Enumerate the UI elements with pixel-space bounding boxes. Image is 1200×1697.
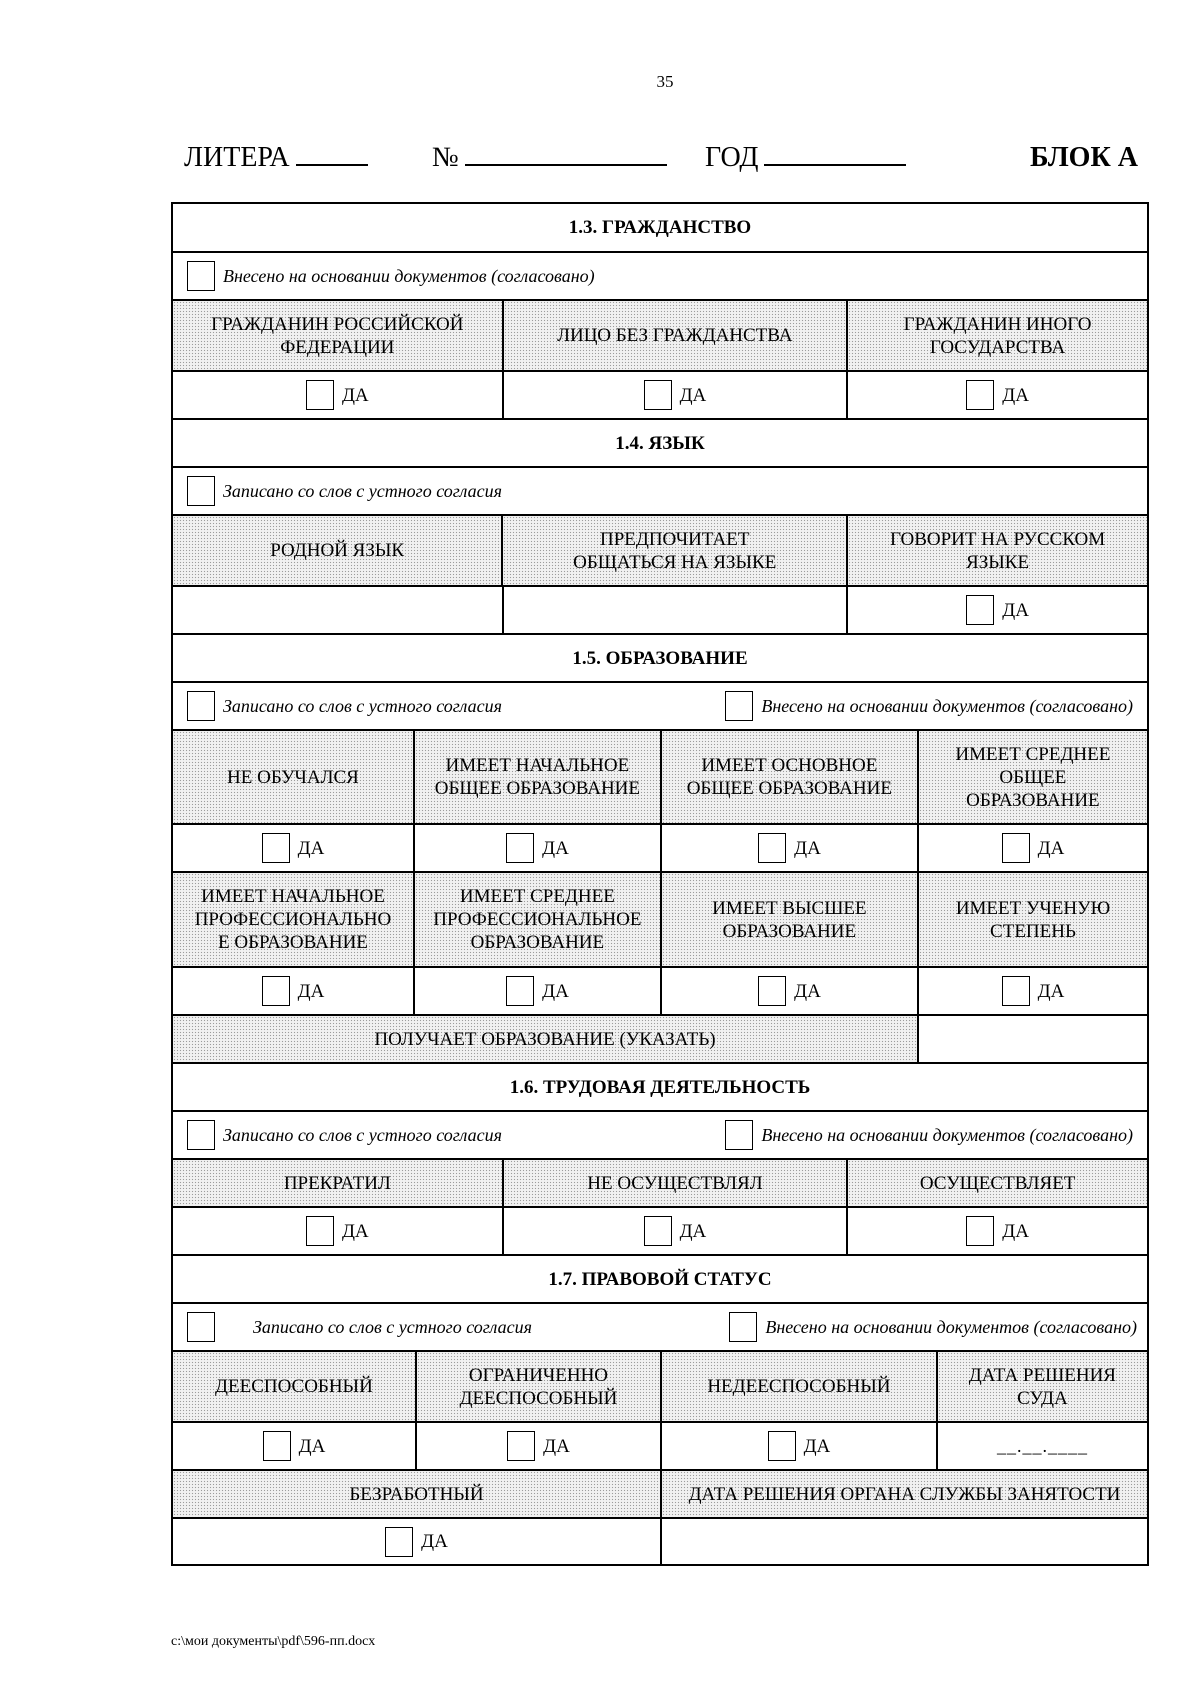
header-cell: НЕ ОСУЩЕСТВЛЯЛ [502, 1160, 847, 1206]
checkbox[interactable] [768, 1431, 796, 1461]
answer-cell [413, 825, 660, 871]
section-1-3-header-row [173, 299, 1147, 370]
header-cell: БЕЗРАБОТНЫЙ [173, 1471, 660, 1517]
note-cell [173, 683, 1147, 729]
answer-cell [917, 825, 1147, 871]
note-cell [173, 1304, 1147, 1350]
yes-label: ДА [543, 1435, 570, 1457]
employment-date-input[interactable] [660, 1519, 1147, 1564]
note-oral: Записано со слов с устного согласия [253, 1316, 532, 1337]
section-1-5-answer-row-2 [173, 966, 1147, 1014]
checkbox[interactable] [644, 380, 672, 410]
section-1-6-title-row [173, 1062, 1147, 1110]
answer-cell [413, 968, 660, 1014]
header-cell: ПРЕДПОЧИТАЕТ ОБЩАТЬСЯ НА ЯЗЫКЕ [501, 516, 846, 585]
checkbox[interactable] [187, 476, 215, 506]
section-1-7-note-row [173, 1302, 1147, 1350]
checkbox[interactable] [644, 1216, 672, 1246]
checkbox[interactable] [725, 691, 753, 721]
answer-cell [173, 1519, 660, 1564]
header-cell: ГРАЖДАНИН РОССИЙСКОЙ ФЕДЕРАЦИИ [173, 301, 502, 370]
section-1-5-receiving-row [173, 1014, 1147, 1062]
section-1-7-answer-row [173, 1421, 1147, 1469]
section-1-3-answer-row [173, 370, 1147, 418]
answer-cell [173, 1208, 502, 1254]
header-cell: ЛИЦО БЕЗ ГРАЖДАНСТВА [502, 301, 846, 370]
checkbox[interactable] [507, 1431, 535, 1461]
header-cell: ИМЕЕТ УЧЕНУЮ СТЕПЕНЬ [917, 873, 1147, 966]
note-oral: Записано со слов с устного согласия [223, 1124, 502, 1145]
checkbox[interactable] [1002, 833, 1030, 863]
preferred-language-input[interactable] [502, 587, 847, 633]
yes-label: ДА [1002, 1220, 1029, 1242]
answer-cell [173, 1423, 415, 1469]
section-1-5-note-row [173, 681, 1147, 729]
checkbox[interactable] [187, 691, 215, 721]
section-1-6-note-row [173, 1110, 1147, 1158]
section-1-5-title-row [173, 633, 1147, 681]
answer-cell [917, 968, 1147, 1014]
checkbox[interactable] [506, 833, 534, 863]
note-docs: Внесено на основании документов (согласовано) [761, 695, 1133, 716]
header-cell: ГОВОРИТ НА РУССКОМ ЯЗЫКЕ [846, 516, 1147, 585]
section-1-4-header-row [173, 514, 1147, 585]
year-label: ГОД [705, 142, 759, 173]
section-1-5-header-row-1 [173, 729, 1147, 823]
header-cell: ИМЕЕТ ВЫСШЕЕ ОБРАЗОВАНИЕ [660, 873, 917, 966]
section-1-5-header-row-2 [173, 871, 1147, 966]
section-1-4-title-row [173, 418, 1147, 466]
section-1-3-title-row [173, 204, 1147, 251]
header-cell: ДЕЕСПОСОБНЫЙ [173, 1352, 415, 1421]
note-docs: Внесено на основании документов (согласовано) [223, 265, 595, 286]
answer-cell [846, 1208, 1147, 1254]
answer-cell [502, 372, 847, 418]
header-cell: ИМЕЕТ НАЧАЛЬНОЕ ОБЩЕЕ ОБРАЗОВАНИЕ [413, 731, 660, 823]
answer-cell [502, 1208, 847, 1254]
header-cell: ПРЕКРАТИЛ [173, 1160, 502, 1206]
answer-cell [173, 968, 413, 1014]
header-cell: НЕ ОБУЧАЛСЯ [173, 731, 413, 823]
section-1-7-unemployed-header-row [173, 1469, 1147, 1517]
litera-label: ЛИТЕРА [184, 142, 290, 173]
footer-file-path: c:\мои документы\pdf\596-пп.docx [171, 1634, 376, 1649]
section-title: 1.6. ТРУДОВАЯ ДЕЯТЕЛЬНОСТЬ [509, 1076, 811, 1098]
checkbox[interactable] [758, 976, 786, 1006]
receiving-education-label: ПОЛУЧАЕТ ОБРАЗОВАНИЕ (УКАЗАТЬ) [173, 1016, 917, 1062]
checkbox[interactable] [506, 976, 534, 1006]
checkbox[interactable] [262, 976, 290, 1006]
answer-cell [846, 372, 1147, 418]
checkbox[interactable] [306, 1216, 334, 1246]
section-1-7-title-row [173, 1254, 1147, 1302]
checkbox[interactable] [262, 833, 290, 863]
header-cell: НЕДЕЕСПОСОБНЫЙ [660, 1352, 936, 1421]
yes-label: ДА [542, 980, 569, 1002]
checkbox[interactable] [729, 1312, 757, 1342]
checkbox[interactable] [187, 261, 215, 291]
answer-cell [660, 968, 917, 1014]
yes-label: ДА [1037, 980, 1065, 1002]
checkbox[interactable] [187, 1120, 215, 1150]
yes-label: ДА [542, 837, 569, 859]
answer-cell [846, 587, 1147, 633]
yes-label: ДА [297, 837, 325, 859]
note-cell [173, 468, 1147, 514]
section-1-5-answer-row-1 [173, 823, 1147, 871]
yes-label: ДА [298, 1435, 326, 1457]
header-cell: ИМЕЕТ СРЕДНЕЕ ПРОФЕССИОНАЛЬНОЕ ОБРАЗОВАНИЕ [413, 873, 660, 966]
checkbox[interactable] [1002, 976, 1030, 1006]
checkbox[interactable] [966, 595, 994, 625]
yes-label: ДА [794, 980, 821, 1002]
note-cell [173, 253, 1147, 299]
page-number: 35 [656, 72, 674, 91]
header-cell: ОСУЩЕСТВЛЯЕТ [846, 1160, 1147, 1206]
answer-cell [173, 825, 413, 871]
litera-field [184, 142, 368, 174]
date-placeholder: __.__.____ [996, 1435, 1088, 1456]
header-cell: ДАТА РЕШЕНИЯ ОРГАНА СЛУЖБЫ ЗАНЯТОСТИ [660, 1471, 1147, 1517]
yes-label: ДА [679, 1220, 707, 1242]
court-date-input[interactable] [936, 1423, 1147, 1469]
year-field [705, 142, 906, 174]
section-1-6-answer-row [173, 1206, 1147, 1254]
answer-cell [660, 825, 917, 871]
yes-label: ДА [1037, 837, 1065, 859]
number-label: № [432, 142, 459, 173]
receiving-education-input[interactable] [917, 1016, 1147, 1062]
yes-label: ДА [679, 384, 707, 406]
checkbox[interactable] [966, 380, 994, 410]
native-language-input[interactable] [173, 587, 502, 633]
header-cell: ГРАЖДАНИН ИНОГО ГОСУДАРСТВА [846, 301, 1147, 370]
yes-label: ДА [794, 837, 821, 859]
yes-label: ДА [421, 1531, 448, 1552]
note-oral: Записано со слов с устного согласия [223, 695, 502, 716]
checkbox[interactable] [187, 1312, 215, 1342]
answer-cell [415, 1423, 660, 1469]
litera-input[interactable] [296, 142, 368, 166]
checkbox[interactable] [306, 380, 334, 410]
yes-label: ДА [1002, 599, 1029, 621]
checkbox[interactable] [385, 1527, 413, 1557]
section-1-7-header-row [173, 1350, 1147, 1421]
yes-label: ДА [341, 1220, 369, 1242]
header-cell: ИМЕЕТ ОСНОВНОЕ ОБЩЕЕ ОБРАЗОВАНИЕ [660, 731, 917, 823]
yes-label: ДА [341, 384, 369, 406]
note-docs: Внесено на основании документов (согласовано) [761, 1124, 1133, 1145]
section-title: 1.3. ГРАЖДАНСТВО [568, 217, 752, 238]
year-input[interactable] [764, 142, 906, 166]
header-cell: ДАТА РЕШЕНИЯ СУДА [936, 1352, 1147, 1421]
note-docs: Внесено на основании документов (согласовано) [765, 1316, 1137, 1337]
section-1-6-header-row [173, 1158, 1147, 1206]
section-1-3-note-row [173, 251, 1147, 299]
number-input[interactable] [465, 142, 667, 166]
answer-cell [173, 372, 502, 418]
header-cell: РОДНОЙ ЯЗЫК [173, 516, 501, 585]
number-field [432, 142, 667, 174]
section-1-4-note-row [173, 466, 1147, 514]
yes-label: ДА [803, 1435, 831, 1457]
checkbox[interactable] [725, 1120, 753, 1150]
answer-cell [660, 1423, 936, 1469]
header-cell: ИМЕЕТ НАЧАЛЬНОЕ ПРОФЕССИОНАЛЬНО Е ОБРАЗОВАНИЕ [173, 873, 413, 966]
section-1-7-unemployed-answer-row [173, 1517, 1147, 1564]
yes-label: ДА [1002, 384, 1029, 406]
header-cell: ИМЕЕТ СРЕДНЕЕ ОБЩЕЕ ОБРАЗОВАНИЕ [917, 731, 1147, 823]
block-label: БЛОК А [1030, 142, 1138, 173]
section-title: 1.7. ПРАВОВОЙ СТАТУС [548, 1268, 772, 1290]
section-title: 1.5. ОБРАЗОВАНИЕ [572, 647, 748, 669]
yes-label: ДА [297, 980, 325, 1002]
section-1-4-answer-row [173, 585, 1147, 633]
header-cell: ОГРАНИЧЕННО ДЕЕСПОСОБНЫЙ [415, 1352, 660, 1421]
form-table [171, 202, 1149, 1566]
checkbox[interactable] [263, 1431, 291, 1461]
note-oral: Записано со слов с устного согласия [223, 480, 502, 501]
section-title: 1.4. ЯЗЫК [615, 432, 705, 454]
checkbox[interactable] [966, 1216, 994, 1246]
checkbox[interactable] [758, 833, 786, 863]
note-cell [173, 1112, 1147, 1158]
